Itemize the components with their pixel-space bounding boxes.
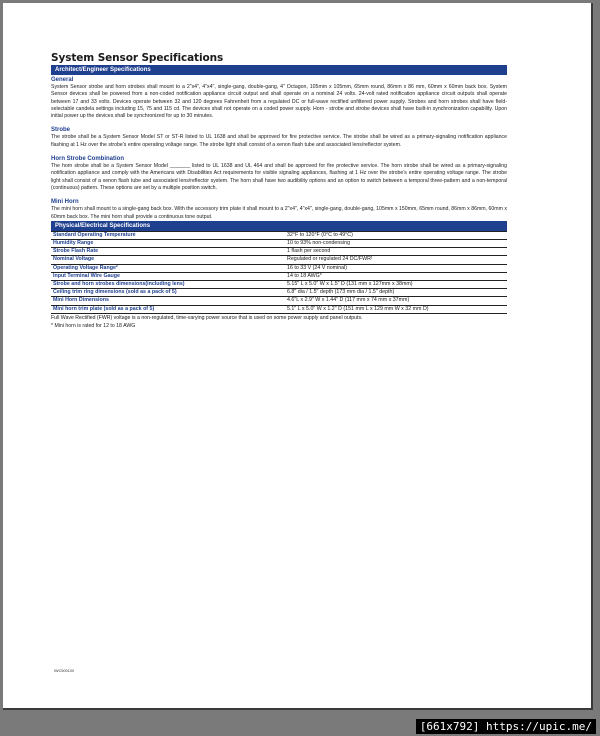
mini-horn-heading: Mini Horn	[51, 199, 79, 206]
spec-value: 32°F to 120°F (0°C to 49°C)	[285, 231, 507, 239]
general-heading: General	[51, 77, 74, 83]
table-row	[51, 240, 507, 248]
general-text: System Sensor strobe and horn strobes shall mount to a 2"x4", 4"x4", single-gang, double-gang, 4" Octagon, 105mm x 105mm, 65mm round, 86mm x 86 mm, 60mm x 60mm back box. System Sensor devices shall be powered from a non-coded notification appliance circuit output and shall operate on a nominal 24 volts. 24-volt rated notification appliance circuit outputs shall operate between 17 and 33 volts. Devices operate between 32 and 120 degrees Fahrenheit from a regulated DC or full-wave rectified unfiltered power supply. Strobes and horn strobes shall have field-selectable candela settings including 15, 75 and 115 cd. The devices shall not operate on a coded power supply. Horn - strobe and strobe devices shall have built-in synchronization capability. Upon initial power up the devices shall be synchronized for up to 30 minutes.	[51, 84, 507, 120]
table-row	[51, 289, 507, 297]
footnote-fwr: Full Wave Rectified (FWR) voltage is a non-regulated, time-varying power source that is used on some power supply and panel outputs.	[51, 314, 363, 321]
table-row	[51, 297, 507, 305]
page-title: System Sensor Specifications	[51, 52, 224, 64]
spec-label: Operating Voltage Range²	[51, 264, 285, 272]
document-page	[3, 3, 593, 710]
spec-label: Strobe Flash Rate	[51, 248, 285, 256]
table-row	[51, 264, 507, 272]
document-code: IWC500100	[54, 669, 75, 673]
spec-label: Nominal Voltage	[51, 256, 285, 264]
spec-table	[51, 231, 507, 314]
spec-value: 6.8" dia / 1.5" depth (173 mm dia / 1.5" depth)	[285, 289, 507, 297]
mini-horn-text: The mini horn shall mount to a single-gang back box. With the accessory trim plate it shall mount to a 2"x4", 4"x4", single-gang, double-gang, 105mm x 150mm, 65mm round, 86mm x 86mm, 60mm x 60mm back box. The mini horn shall provide a continuous tone output.	[51, 206, 507, 220]
physical-section-header: Physical/Electrical Specifications	[51, 221, 507, 231]
spec-label: Ceiling trim ring dimensions (sold as a pack of 5)	[51, 289, 285, 297]
spec-value: 1 flash per second	[285, 248, 507, 256]
spec-label: Mini Horn Dimensions	[51, 297, 285, 305]
strobe-heading: Strobe	[51, 127, 71, 134]
spec-value: 4.6"L x 2.9" W x 1.44" D (117 mm x 74 mm x 37mm)	[285, 297, 507, 305]
page-content	[51, 52, 507, 331]
spec-value: 5.15" L x 5.0" W x 1.5" D (131 mm x 127mm x 38mm)	[285, 281, 507, 289]
horn-strobe-text: The horn strobe shall be a System Sensor Model _______ listed to UL 1638 and UL 464 and shall be approved for fire protective service. The horn strobe shall be wired as a primary-signaling notification appliance and comply with the Americans with Disabilities Act requirements for visible signaling appliances, flashing at 1 Hz over the strobe's entire operating voltage range. The strobe light shall consist of a xenon flash tube and associated lens/reflector system. The horn shall have two audibility options and an option to switch between a temporal three-pattern and a non-temporal (continuous) pattern. These options are set by a multiple position switch.	[51, 163, 507, 191]
spec-label: Standard Operating Temperature	[51, 231, 285, 239]
spec-label: Strobe and horn strobes dimensions(including lens)	[51, 281, 285, 289]
table-row	[51, 272, 507, 280]
spec-value: 10 to 93% non-condensing	[285, 240, 507, 248]
table-row	[51, 305, 507, 313]
strobe-text: The strobe shall be a System Sensor Model ST or ST-R listed to UL 1638 and shall be approved for fire protective service. The strobe shall be wired as a primary-signaling notification appliance flashing at 1 Hz over the strobe's entire operating voltage range. The strobe light shall consist of a xenon flash tube and associated lens/reflector system.	[51, 134, 507, 148]
spec-value: 14 to 18 AWG*	[285, 272, 507, 280]
horn-strobe-heading: Horn Strobe Combination	[51, 156, 124, 163]
table-row	[51, 281, 507, 289]
spec-label: Mini horn trim plate (sold as a pack of 5)	[51, 305, 285, 313]
footnote-mini-horn: * Mini horn is rated for 12 to 18 AWG	[51, 323, 136, 330]
spec-value: Regulated or regulated 24 DC/FWR¹	[285, 256, 507, 264]
spec-value: 5.1" L x 5.0" W x 1.2" D (151 mm L x 129 mm W x 32 mm D)	[285, 305, 507, 313]
table-row	[51, 248, 507, 256]
architect-section-header: Architect/Engineer Specifications	[51, 65, 507, 75]
spec-label: Humidity Range	[51, 240, 285, 248]
spec-value: 16 to 33 V (24 V nominal)	[285, 264, 507, 272]
table-row	[51, 231, 507, 239]
watermark-label: [661x792] https://upic.me/	[416, 719, 596, 734]
spec-label: Input Terminal Wire Gauge	[51, 272, 285, 280]
table-row	[51, 256, 507, 264]
